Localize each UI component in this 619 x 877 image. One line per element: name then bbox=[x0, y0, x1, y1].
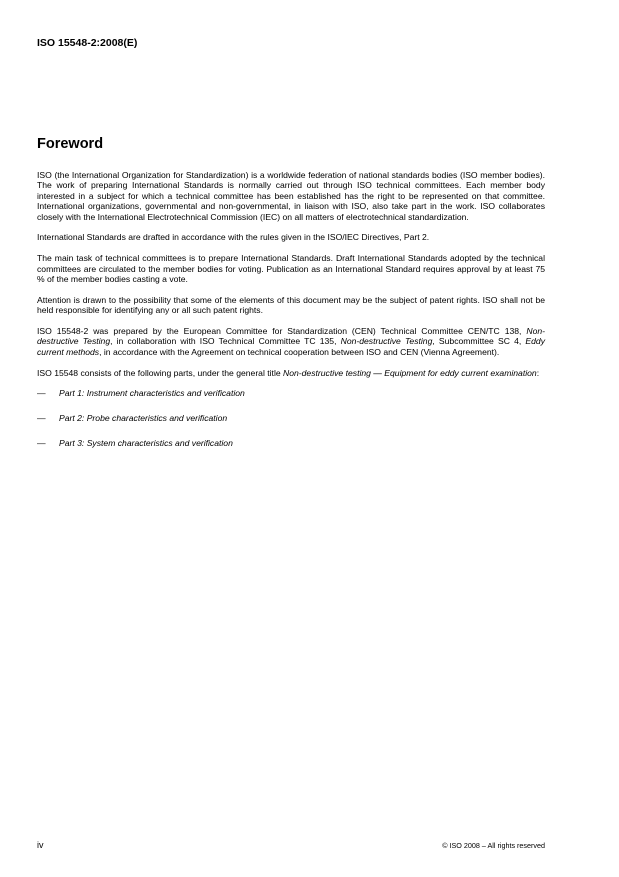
paragraph-parts-intro: ISO 15548 consists of the following parts, under the general title Non-destructive testing — Equipment for eddy current examination: bbox=[37, 367, 540, 378]
list-item bbox=[37, 388, 545, 398]
paragraph-preparation: ISO 15548-2 was prepared by the European Committee for Standardization (CEN) Technical Committee CEN/TC 138, Non-destructive Testing, in collaboration with ISO Technical Committee TC 135, Non-destructive Testing, Subcommittee SC 4, Eddy current methods, in accordance with the Agreement on technical cooperation between ISO and CEN (Vienna Agreement). bbox=[37, 326, 545, 357]
list-item bbox=[37, 413, 545, 423]
paragraph-patent-notice: Attention is drawn to the possibility that some of the elements of this document may be the subject of patent rights. ISO shall not be held responsible for identifying any or all such patent rights. bbox=[37, 294, 545, 316]
part-title: Part 2: Probe characteristics and verification bbox=[59, 413, 228, 424]
document-id: ISO 15548-2:2008(E) bbox=[37, 37, 138, 49]
list-dash: — bbox=[37, 413, 46, 424]
page-number: iv bbox=[37, 840, 44, 850]
copyright-notice: © ISO 2008 – All rights reserved bbox=[442, 841, 545, 850]
part-title: Part 3: System characteristics and verification bbox=[59, 438, 233, 449]
list-dash: — bbox=[37, 438, 46, 449]
foreword-body bbox=[37, 170, 545, 463]
list-dash: — bbox=[37, 388, 46, 399]
paragraph-committee-task: The main task of technical committees is to prepare International Standards. Draft International Standards adopted by the technical committees are circulated to the member bodies for voting. Publication as an International Standard requires approval by at least 75 % of the member bodies casting a vote. bbox=[37, 253, 545, 285]
list-item bbox=[37, 438, 545, 448]
page-title: Foreword bbox=[37, 136, 104, 152]
part-title: Part 1: Instrument characteristics and verification bbox=[59, 388, 245, 399]
parts-list bbox=[37, 388, 545, 448]
paragraph-drafting-rules: International Standards are drafted in accordance with the rules given in the ISO/IEC Directives, Part 2. bbox=[37, 232, 430, 243]
paragraph-iso-intro: ISO (the International Organization for Standardization) is a worldwide federation of national standards bodies (ISO member bodies). The work of preparing International Standards is normally carried out through ISO technical committees. Each member body interested in a subject for which a technical committee has been established has the right to be represented on that committee. International organizations, governmental and non-governmental, in liaison with ISO, also take part in the work. ISO collaborates closely with the International Electrotechnical Commission (IEC) on all matters of electrotechnical standardization. bbox=[37, 170, 545, 222]
